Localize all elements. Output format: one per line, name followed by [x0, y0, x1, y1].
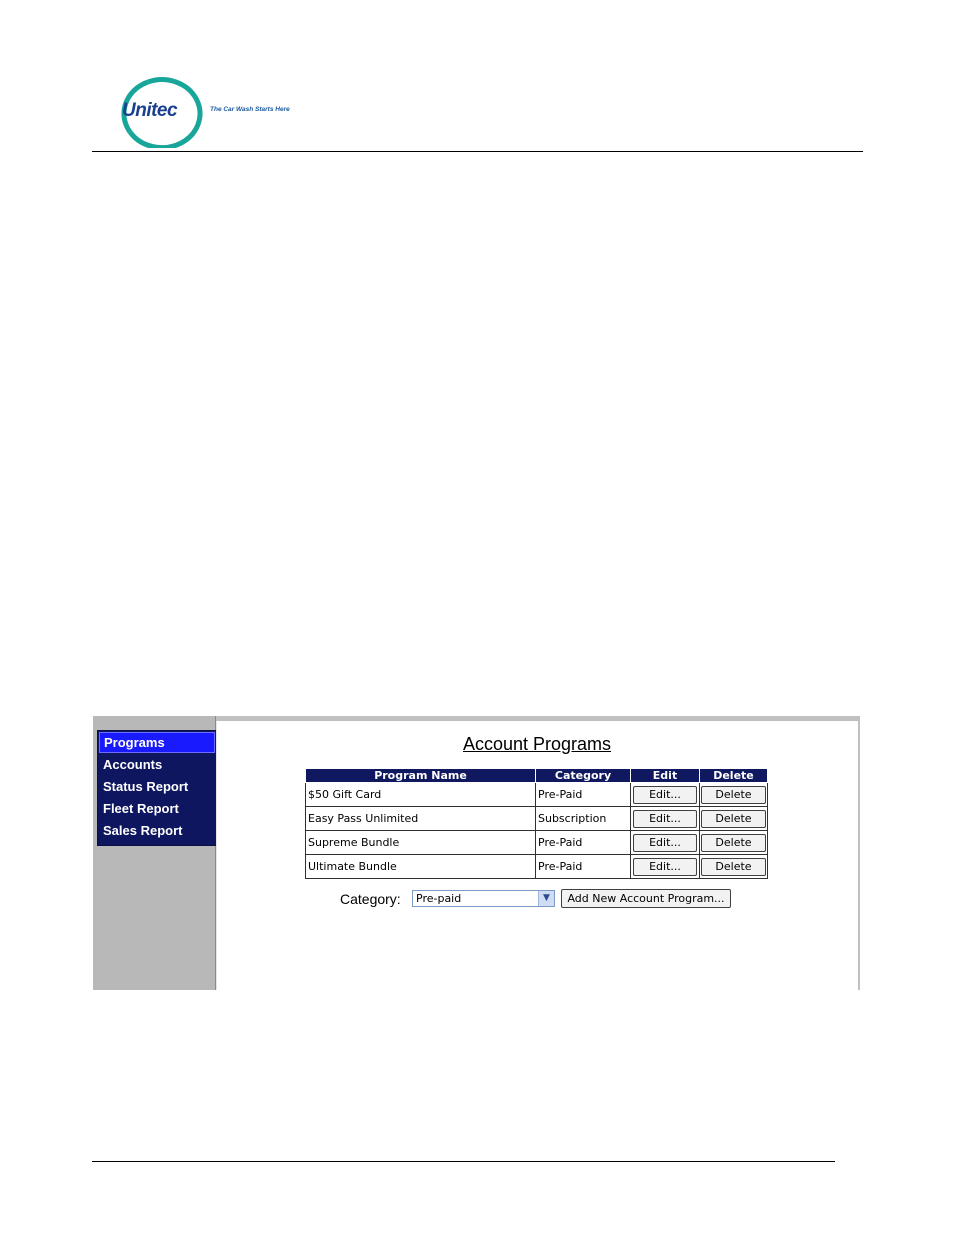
table-row: [306, 807, 768, 831]
brand-name: Unitec: [122, 100, 178, 121]
category-label: Category:: [340, 891, 401, 907]
category-select-value: Pre-paid: [416, 892, 462, 905]
column-header-delete: Delete: [700, 769, 768, 783]
sidebar-item-sales-report[interactable]: Sales Report: [103, 823, 183, 838]
edit-button[interactable]: Edit...: [633, 858, 697, 876]
program-name-cell: $50 Gift Card: [306, 783, 536, 807]
column-header-category: Category: [536, 769, 631, 783]
table-row: [306, 855, 768, 879]
sidebar: [93, 716, 216, 990]
column-header-program-name: Program Name: [306, 769, 536, 783]
column-header-edit: Edit: [631, 769, 700, 783]
sidebar-item-accounts[interactable]: Accounts: [103, 757, 163, 772]
category-cell: Subscription: [536, 807, 631, 831]
delete-button[interactable]: Delete: [701, 834, 766, 852]
footer-divider: [92, 1161, 835, 1162]
sidebar-item-fleet-report[interactable]: Fleet Report: [103, 801, 179, 816]
delete-button[interactable]: Delete: [701, 786, 766, 804]
sidebar-item-status-report[interactable]: Status Report: [103, 779, 189, 794]
program-name-cell: Supreme Bundle: [306, 831, 536, 855]
delete-button[interactable]: Delete: [701, 810, 766, 828]
programs-table: [305, 768, 768, 879]
category-select[interactable]: [412, 890, 555, 907]
program-name-cell: Easy Pass Unlimited: [306, 807, 536, 831]
category-cell: Pre-Paid: [536, 831, 631, 855]
header-divider: [92, 151, 863, 152]
edit-button[interactable]: Edit...: [633, 810, 697, 828]
brand-tagline: The Car Wash Starts Here: [210, 106, 290, 113]
table-row: [306, 831, 768, 855]
category-cell: Pre-Paid: [536, 855, 631, 879]
table-header-row: [306, 769, 768, 783]
edit-button[interactable]: Edit...: [633, 834, 697, 852]
program-name-cell: Ultimate Bundle: [306, 855, 536, 879]
category-cell: Pre-Paid: [536, 783, 631, 807]
sidebar-item-programs[interactable]: Programs: [99, 732, 215, 753]
table-row: [306, 783, 768, 807]
add-new-account-program-button[interactable]: Add New Account Program...: [561, 889, 731, 908]
chevron-down-icon[interactable]: ▼: [538, 891, 554, 906]
sidebar-menu: [97, 730, 217, 846]
page-title: Account Programs: [462, 734, 612, 754]
delete-button[interactable]: Delete: [701, 858, 766, 876]
edit-button[interactable]: Edit...: [633, 786, 697, 804]
app-screenshot: [93, 716, 860, 990]
main-content: [216, 721, 858, 990]
